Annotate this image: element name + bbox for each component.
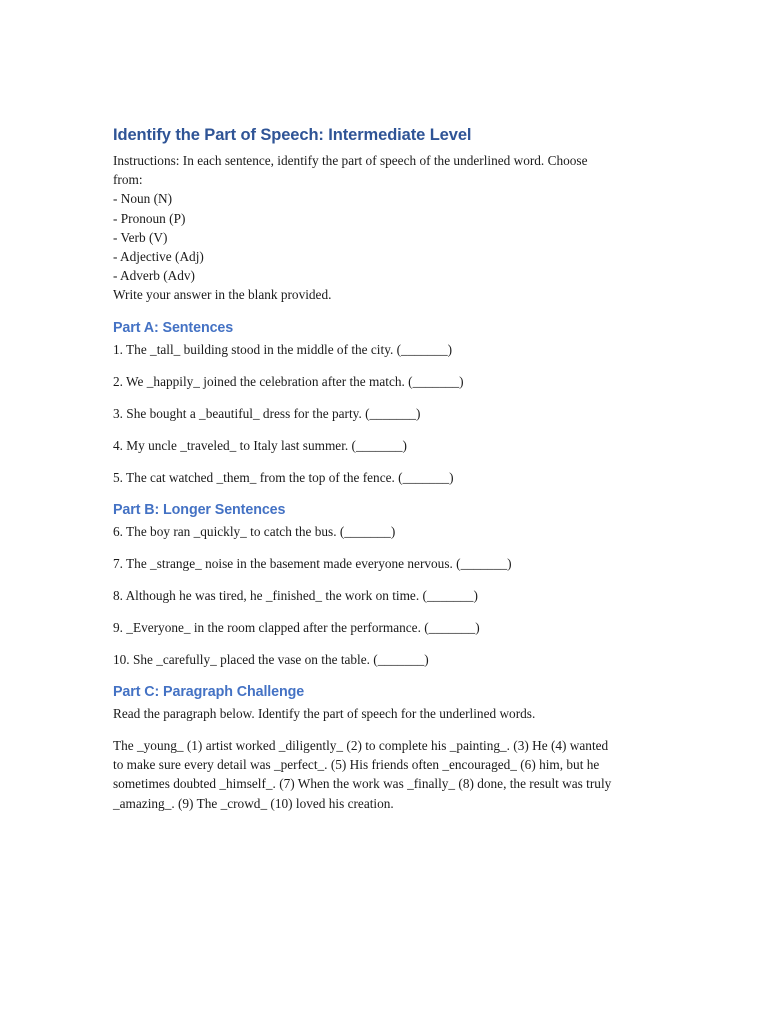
sentence-item: 4. My uncle _traveled_ to Italy last summer. (_______) [113,437,407,453]
option-noun: - Noun (N) [113,191,173,207]
sentence-item: 2. We _happily_ joined the celebration after the match. (_______) [113,373,464,389]
sentence-item: 9. _Everyone_ in the room clapped after the performance. (_______) [113,619,480,635]
paragraph-line: _amazing_. (9) The _crowd_ (10) loved his creation. [113,795,394,811]
sentence-item: 6. The boy ran _quickly_ to catch the bus. (_______) [113,523,396,539]
sentence-item: 8. Although he was tired, he _finished_ the work on time. (_______) [113,587,478,603]
option-adjective: - Adjective (Adj) [113,249,204,265]
sentence-item: 10. She _carefully_ placed the vase on the table. (_______) [113,651,429,667]
worksheet-page [113,124,673,813]
option-pronoun: - Pronoun (P) [113,210,186,226]
instructions-line: from: [113,172,143,188]
instructions-block [113,151,673,305]
instructions-line: Instructions: In each sentence, identify the part of speech of the underlined word. Choose [113,153,588,168]
page-title: Identify the Part of Speech: Intermediate Level [113,126,472,144]
section-heading-part-a: Part A: Sentences [113,319,234,336]
part-c-intro: Read the paragraph below. Identify the part of speech for the underlined words. [113,706,536,722]
paragraph-line: The _young_ (1) artist worked _diligently_ (2) to complete his _painting_. (3) He (4) wanted [113,738,609,754]
part-a-sentences [113,340,673,487]
sentence-item: 7. The _strange_ noise in the basement made everyone nervous. (_______) [113,555,512,571]
section-heading-part-c: Part C: Paragraph Challenge [113,684,305,701]
option-verb: - Verb (V) [113,229,168,245]
paragraph-line: sometimes doubted _himself_. (7) When the work was _finally_ (8) done, the result was truly [113,776,612,792]
part-b-sentences [113,522,673,669]
option-adverb: - Adverb (Adv) [113,268,195,284]
challenge-paragraph [113,736,661,813]
sentence-item: 1. The _tall_ building stood in the middle of the city. (_______) [113,341,453,357]
sentence-item: 3. She bought a _beautiful_ dress for the party. (_______) [113,405,421,421]
paragraph-line: to make sure every detail was _perfect_. (5) His friends often _encouraged_ (6) him, but he [113,757,600,773]
sentence-item: 5. The cat watched _them_ from the top of the fence. (_______) [113,469,454,485]
instructions-line: Write your answer in the blank provided. [113,287,332,303]
section-heading-part-b: Part B: Longer Sentences [113,501,286,518]
